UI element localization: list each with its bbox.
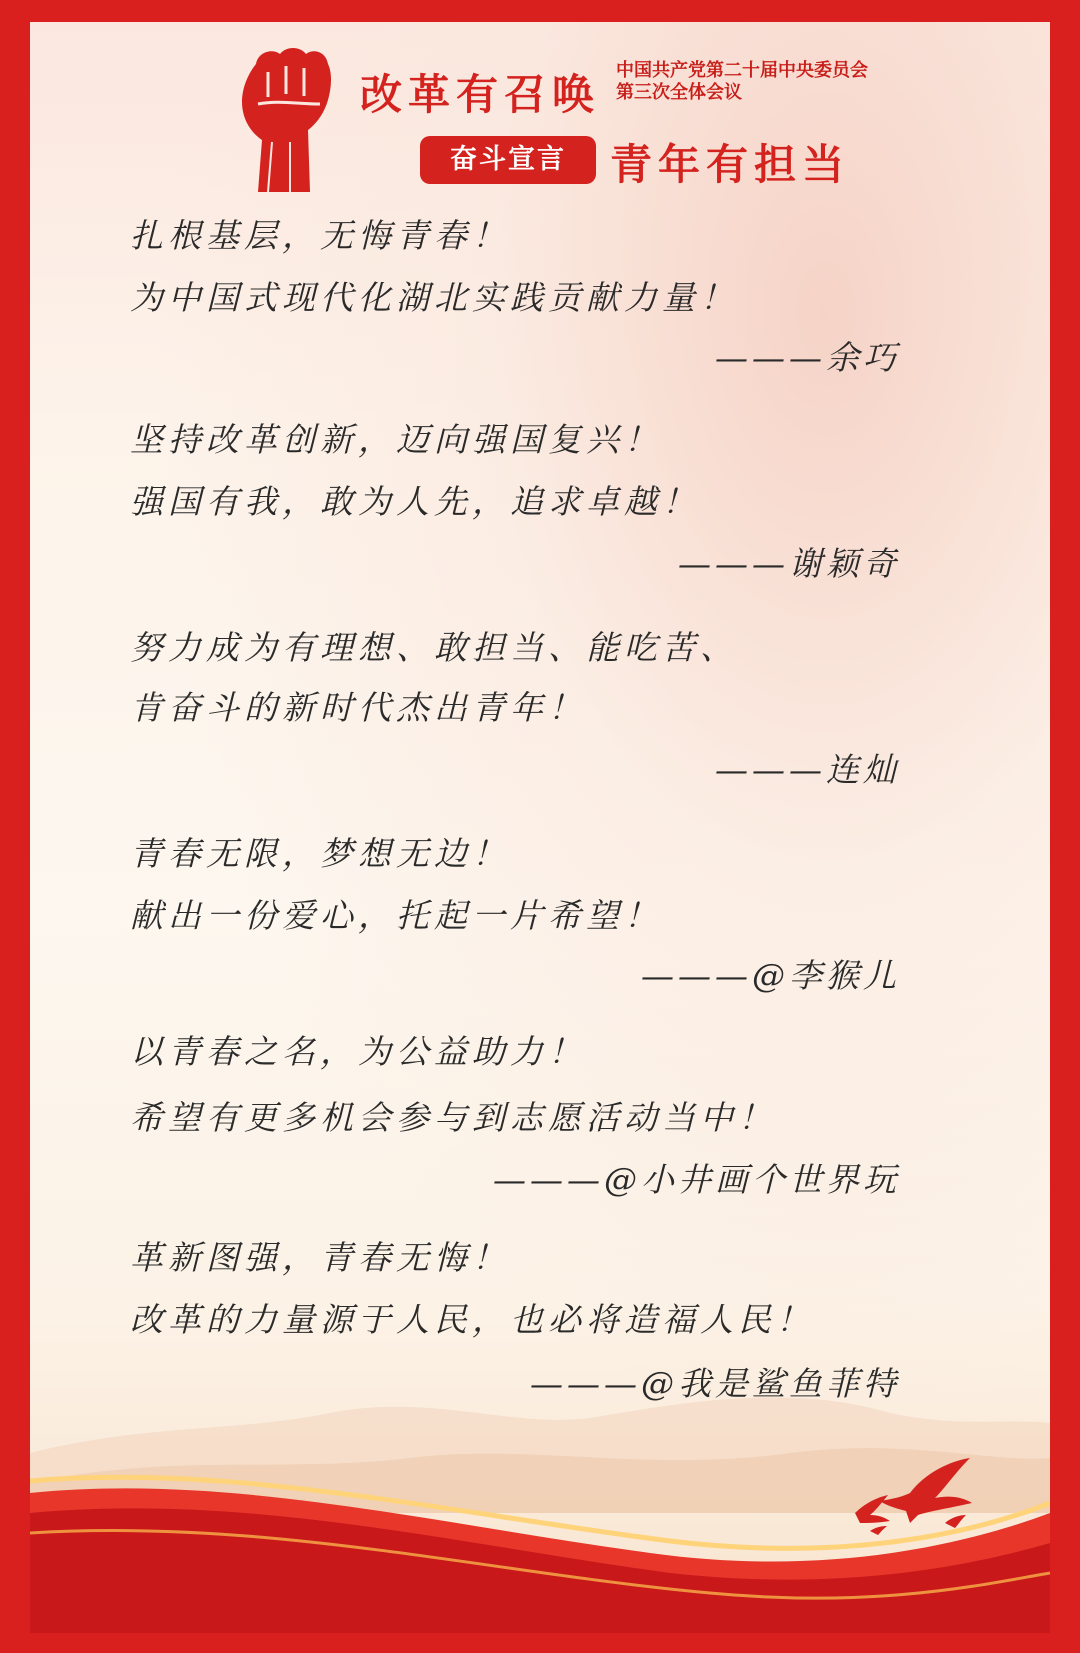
entry-3-line-2: 肯奋斗的新时代杰出青年！ xyxy=(130,688,586,727)
entry-4-signature: ———@李猴儿 xyxy=(641,956,900,995)
entry-2-line-1: 坚持改革创新，迈向强国复兴！ xyxy=(130,420,662,459)
subtitle-line-2: 第三次全体会议 xyxy=(616,82,742,103)
entry-6-line-2: 改革的力量源于人民，也必将造福人民！ xyxy=(130,1300,814,1339)
entry-6-line-1: 革新图强，青春无悔！ xyxy=(130,1238,510,1277)
header-banner xyxy=(30,22,1050,192)
title-right: 青年有担当 xyxy=(610,140,851,189)
entry-3-signature: ———连灿 xyxy=(715,750,900,789)
entry-5-line-2: 希望有更多机会参与到志愿活动当中！ xyxy=(130,1098,776,1137)
subtitle-line-1: 中国共产党第二十届中央委员会 xyxy=(616,60,868,81)
entry-3-line-1: 努力成为有理想、敢担当、能吃苦、 xyxy=(130,628,738,667)
entry-2-signature: ———谢颖奇 xyxy=(678,544,900,583)
entry-4-line-2: 献出一份爱心，托起一片希望！ xyxy=(130,896,662,935)
doves-icon xyxy=(840,1453,990,1543)
poster-paper xyxy=(30,22,1050,1633)
entry-4-line-1: 青春无限，梦想无边！ xyxy=(130,834,510,873)
title-left: 改革有召唤 xyxy=(360,70,601,119)
subtitle xyxy=(616,60,868,104)
entry-2-line-2: 强国有我，敢为人先，追求卓越！ xyxy=(130,482,700,521)
declaration-badge: 奋斗宣言 xyxy=(420,136,596,184)
entry-1-line-2: 为中国式现代化湖北实践贡献力量！ xyxy=(130,278,738,317)
entry-1-signature: ———余巧 xyxy=(715,338,900,377)
entry-6-signature: ———@我是鲨鱼菲特 xyxy=(530,1364,900,1403)
entry-5-signature: ———@小井画个世界玩 xyxy=(493,1160,900,1199)
entry-1-line-1: 扎根基层，无悔青春！ xyxy=(130,216,510,255)
raised-fist-icon xyxy=(228,42,338,192)
entry-5-line-1: 以青春之名，为公益助力！ xyxy=(130,1032,586,1071)
